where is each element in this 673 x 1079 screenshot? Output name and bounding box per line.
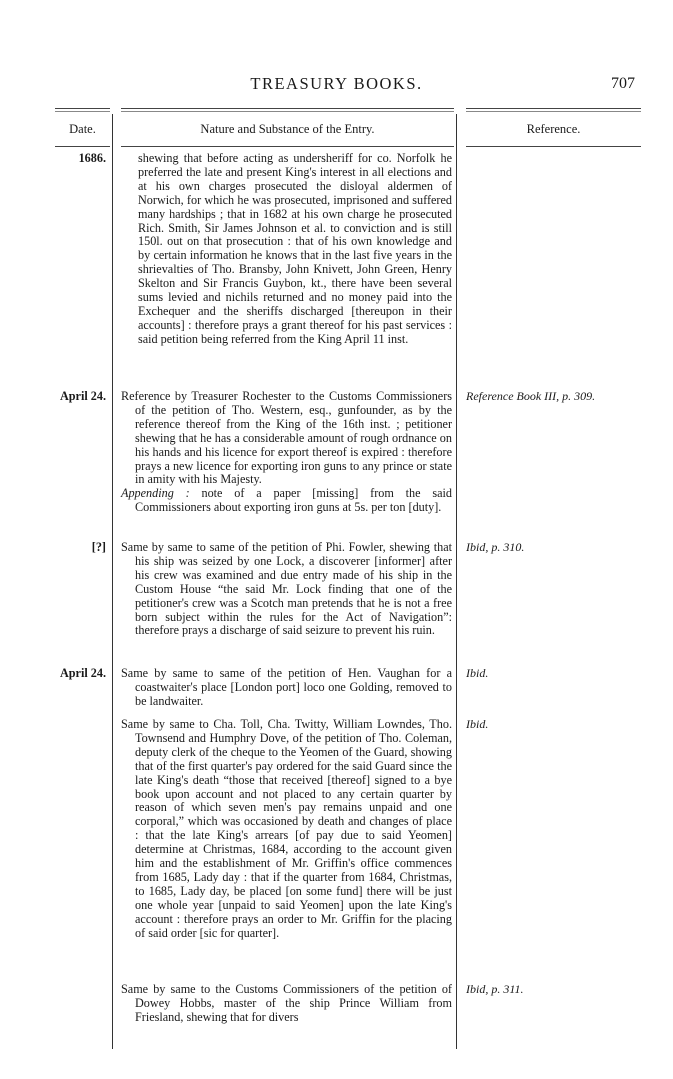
entry-text: Same by same to same of the petition of Hen. Vaughan for a coastwaiter's place [London port] loco one Golding, removed to be landwaiter.: [121, 666, 452, 708]
entry-reference: [466, 718, 666, 732]
reference-text: Ibid.: [466, 666, 489, 680]
entry-text: Same by same to Cha. Toll, Cha. Twitty, William Lowndes, Tho. Townsend and Humphry Dove, of the petition of Tho. Coleman, deputy clerk of the cheque to the Yeomen of the Guard, showing that of the first quarter's pay ordered for the said Guard since the late King's death “those that received [thereof] signed to a bye book upon account and not placed to any certain quarter by reason of which seven men's pay remains unpaid and one corporal,” which was occasioned by death and changes of place : that the late King's arrears [of pay due to said Yeomen] determine at Christmas, 1684, according to the account given him and the establishment of Mr. Griffin's office commences from 1685, Lady day : that if the quarter from 1684, Christmas, to 1685, Lady day, be placed [on some fund] there will be just one whole year [unpaid to said Yeomen] upon the late King's account : therefore prays an order to Mr. Griffin for the placing of said order [sic for quarter].: [121, 717, 452, 940]
entry-text-block: [121, 983, 452, 1025]
subheader-rule-right: [466, 146, 641, 147]
page-title: TREASURY BOOKS.: [250, 74, 423, 93]
entry-text-block: [121, 667, 452, 709]
appending-label: Appending :: [121, 486, 190, 501]
entry-reference: [466, 541, 666, 555]
header-rule-mid-2: [121, 111, 454, 112]
reference-text: Reference Book III, p. 309.: [466, 389, 596, 403]
appending-note: [121, 487, 452, 515]
running-header: [0, 74, 673, 98]
reference-text: Ibid, p. 310.: [466, 540, 525, 554]
entry-text: Reference by Treasurer Rochester to the Customs Commissioners of the petition of Tho. Western, esq., gunfounder, as by the reference thereof from the King of the 16th inst. ; petitioner shewing that he has a considerable amount of rough ordnance on his hands and his licence for export thereof is expired : therefore prays a new licence for exporting iron guns to any prince or state in amity with his Majesty.: [121, 389, 452, 487]
header-rule-right-2: [466, 111, 641, 112]
entry-reference: [466, 390, 666, 404]
appending-text: note of a paper [missing] from the said Commissioners about exporting iron guns at 5s. per ton [duty].: [135, 486, 452, 515]
header-rule-right: [466, 108, 641, 109]
entry-date: April 24.: [59, 389, 106, 403]
column-header-reference: Reference.: [526, 122, 581, 136]
entry-text: shewing that before acting as undersheriff for co. Norfolk he preferred the late and present King's interest in all elections and at his own charges prosecuted the disloyal aldermen of Norwich, for which he was prosecuted, imprisoned and suffered many hardships ; that in 1682 at his own charge he prosecuted Rich. Smith, Sir James Johnson et al. to conviction and is still 150l. out on that prosecution : that of his own knowledge and by certain information he knows that in the last five years in the shrievalties of Tho. Bransby, John Knivett, John Green, Henry Skelton and Sir Francis Guybon, kt., there have been several sums levied and nichils returned and no money paid into the Exchequer and the sheriffs discharged [thereupon in their accounts] : therefore prays a grant thereof for his past services : said petition being referred from the King April 11 inst.: [138, 151, 452, 346]
column-divider-2: [456, 114, 457, 1049]
entry-text-block: [121, 541, 452, 638]
entry-text-block: [121, 718, 452, 941]
reference-text: Ibid.: [466, 717, 489, 731]
entry-text-block: [121, 390, 452, 515]
subheader-rule-left: [55, 146, 110, 147]
header-rule-left: [55, 108, 110, 109]
column-divider-1: [112, 114, 113, 1049]
column-header-nature: Nature and Substance of the Entry.: [200, 122, 375, 136]
entry-text: Same by same to same of the petition of Phi. Fowler, shewing that his ship was seized by one Lock, a discoverer [informer] after his crew was examined and due entry made of his ship in the Custom House “the said Mr. Lock finding that one of the petitioner's crew was a Scotch man pretends that he is not a free born subject within the rules for the Act of Navigation”: therefore prays a discharge of said seizure to prevent his ruin.: [121, 540, 452, 638]
page-number: 707: [611, 75, 635, 92]
header-rule-mid: [121, 108, 454, 109]
entry-reference: [466, 667, 666, 681]
reference-text: Ibid, p. 311.: [466, 982, 524, 996]
subheader-rule-mid: [121, 146, 454, 147]
header-rule-left-2: [55, 111, 110, 112]
entry-reference: [466, 983, 666, 997]
entry-date: 1686.: [78, 151, 106, 165]
column-header-date: Date.: [69, 122, 96, 136]
entry-text: Same by same to the Customs Commissioners of the petition of Dowey Hobbs, master of the ship Prince William from Friesland, shewing that for divers: [121, 982, 452, 1024]
entry-date: [?]: [91, 540, 106, 554]
entry-date: April 24.: [59, 666, 106, 680]
